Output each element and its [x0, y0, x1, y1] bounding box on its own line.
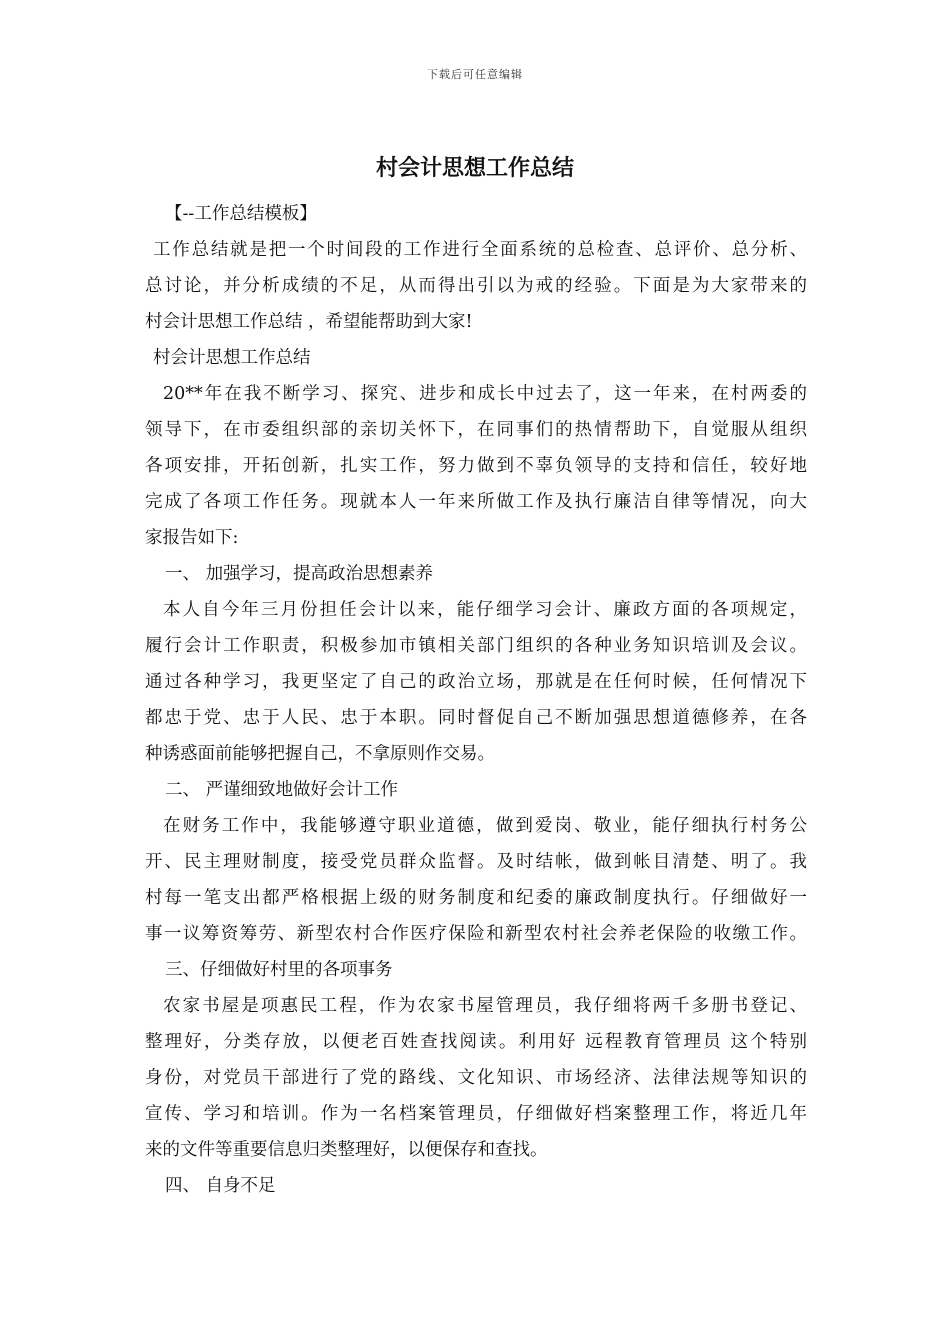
text-line: 农家书屋是项惠民工程，作为农家书屋管理员，我仔细将两千多册书登记、	[163, 996, 807, 1016]
text-line: 20**年在我不断学习、探究、进步和成长中过去了，这一年来，在村两委的	[163, 384, 807, 404]
text-line: 【--工作总结模板】	[165, 204, 317, 224]
text-line: 种诱惑面前能够把握自己，不拿原则作交易。	[145, 744, 495, 764]
text-line: 村会计思想工作总结 ，希望能帮助到大家!	[145, 312, 473, 332]
text-line: 都忠于党、忠于人民、忠于本职。同时督促自己不断加强思想道德修养，在各	[145, 708, 807, 728]
text-line: 家报告如下:	[145, 528, 239, 548]
text-line: 总讨论，并分析成绩的不足，从而得出引以为戒的经验。下面是为大家带来的	[145, 276, 807, 296]
text-line: 开、民主理财制度，接受党员群众监督。及时结帐，做到帐目清楚、明了。我	[145, 852, 807, 872]
text-line: 完成了各项工作任务。现就本人一年来所做工作及执行廉洁自律等情况，向大	[145, 492, 807, 512]
text-line: 来的文件等重要信息归类整理好，以便保存和查找。	[145, 1140, 548, 1160]
text-line: 村会计思想工作总结	[153, 348, 311, 368]
text-line: 村每一笔支出都严格根据上级的财务制度和纪委的廉政制度执行。仔细做好一	[145, 888, 807, 908]
document-title: 村会计思想工作总结	[375, 155, 574, 181]
text-line: 领导下，在市委组织部的亲切关怀下，在同事们的热情帮助下，自觉服从组织	[145, 420, 807, 440]
text-line: 身份，对党员干部进行了党的路线、文化知识、市场经济、法律法规等知识的	[145, 1068, 807, 1088]
text-line: 事一议筹资筹劳、新型农村合作医疗保险和新型农村社会养老保险的收缴工作。	[145, 924, 807, 944]
document-body	[145, 196, 807, 1204]
text-line: 履行会计工作职责，积极参加市镇相关部门组织的各种业务知识培训及会议。	[145, 636, 807, 656]
text-line: 二、 严谨细致地做好会计工作	[165, 780, 399, 800]
text-line: 各项安排，开拓创新，扎实工作，努力做到不辜负领导的支持和信任，较好地	[145, 456, 807, 476]
text-line: 一、 加强学习，提高政治思想素养	[165, 564, 434, 584]
text-line: 宣传、学习和培训。作为一名档案管理员，仔细做好档案整理工作，将近几年	[145, 1104, 807, 1124]
header-note: 下载后可任意编辑	[427, 68, 523, 81]
text-line: 通过各种学习，我更坚定了自己的政治立场，那就是在任何时候，任何情况下	[145, 672, 807, 692]
text-line: 工作总结就是把一个时间段的工作进行全面系统的总检查、总评价、总分析、	[153, 240, 807, 260]
text-line: 在财务工作中，我能够遵守职业道德，做到爱岗、敬业，能仔细执行村务公	[163, 816, 807, 836]
text-line: 四、 自身不足	[165, 1176, 276, 1196]
text-line: 整理好，分类存放，以便老百姓查找阅读。利用好 远程教育管理员 这个特别	[145, 1032, 807, 1052]
text-line: 三、仔细做好村里的各项事务	[165, 960, 393, 980]
text-line: 本人自今年三月份担任会计以来，能仔细学习会计、廉政方面的各项规定，	[163, 600, 807, 620]
